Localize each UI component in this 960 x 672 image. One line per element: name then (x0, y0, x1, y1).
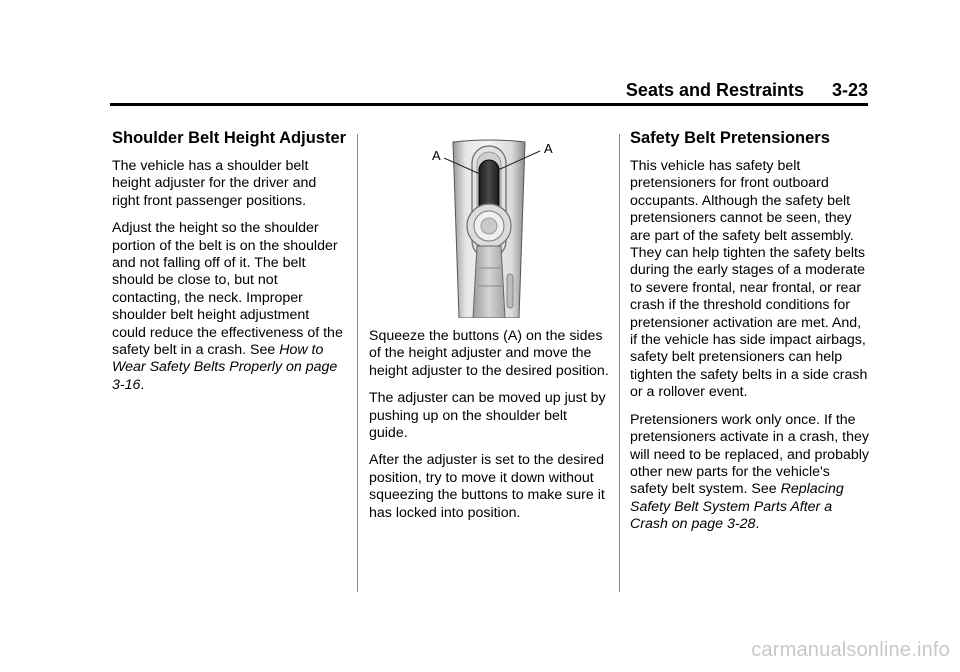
column-divider-left (357, 134, 358, 592)
callout-label-right: A (544, 141, 553, 156)
callout-label-left: A (432, 148, 441, 163)
watermark: carmanualsonline.info (751, 639, 950, 661)
left-paragraph-2 (112, 220, 346, 394)
left-paragraph-2-text: Adjust the height so the shoulder portion of the belt is on the shoulder and not falling off of it. The belt should be close to, but not contacting, the neck. Improper shoulder belt height adjustment could reduce the effectiveness of the safety belt in a crash. See (112, 220, 343, 359)
middle-column (369, 128, 609, 532)
height-adjuster-figure (369, 128, 609, 318)
replacing-parts-link[interactable]: Replacing Safety Belt System Parts After a Crash on page 3-28 (630, 481, 844, 533)
right-paragraph-2 (630, 412, 870, 534)
middle-paragraph-2: The adjuster can be moved up just by pushing up on the shoulder belt guide. (369, 390, 606, 442)
middle-paragraph-3: After the adjuster is set to the desired position, try to move it down without squeezing the buttons to make sure it has locked into position. (369, 452, 605, 521)
header-rule (110, 103, 868, 106)
section-title: Seats and Restraints (625, 80, 804, 100)
belt-webbing (473, 246, 505, 318)
right-paragraph-2-end: . (755, 516, 760, 533)
left-column (112, 128, 346, 404)
shoulder-belt-heading: Shoulder Belt Height Adjuster (112, 129, 347, 147)
height-adjuster-illustration (369, 128, 609, 318)
column-divider-right (619, 134, 620, 592)
right-paragraph-1: This vehicle has safety belt pretensioners for front outboard occupants. Although the safety belt pretensioners cannot be seen, they are part of the safety belt assembly. They can help tighten the safety belts during the early stages of a moderate to severe frontal, near frontal, or rear crash if the threshold conditions for pretensioner activation are met. And, if the vehicle has side impact airbags, safety belt pretensioners can help tighten the safety belts in a side crash or a rollover event. (630, 158, 868, 401)
middle-paragraph-1: Squeeze the buttons (A) on the sides of the height adjuster and move the height adjuster to the desired position. (369, 328, 609, 379)
how-to-wear-link[interactable]: How to Wear Safety Belts Properly on page 3-16 (112, 342, 338, 393)
page-number: 3-23 (831, 80, 868, 100)
page-header (110, 80, 868, 104)
pretensioners-heading: Safety Belt Pretensioners (630, 129, 830, 147)
right-paragraph-2-text: Pretensioners work only once. If the pretensioners activate in a crash, they will need to be replaced, and probably other new parts for the vehicle's safety belt system. See (630, 411, 869, 498)
left-paragraph-1: The vehicle has a shoulder belt height adjuster for the driver and right front passenger positions. (112, 158, 317, 209)
right-column (630, 128, 870, 544)
left-paragraph-2-end: . (140, 376, 145, 393)
